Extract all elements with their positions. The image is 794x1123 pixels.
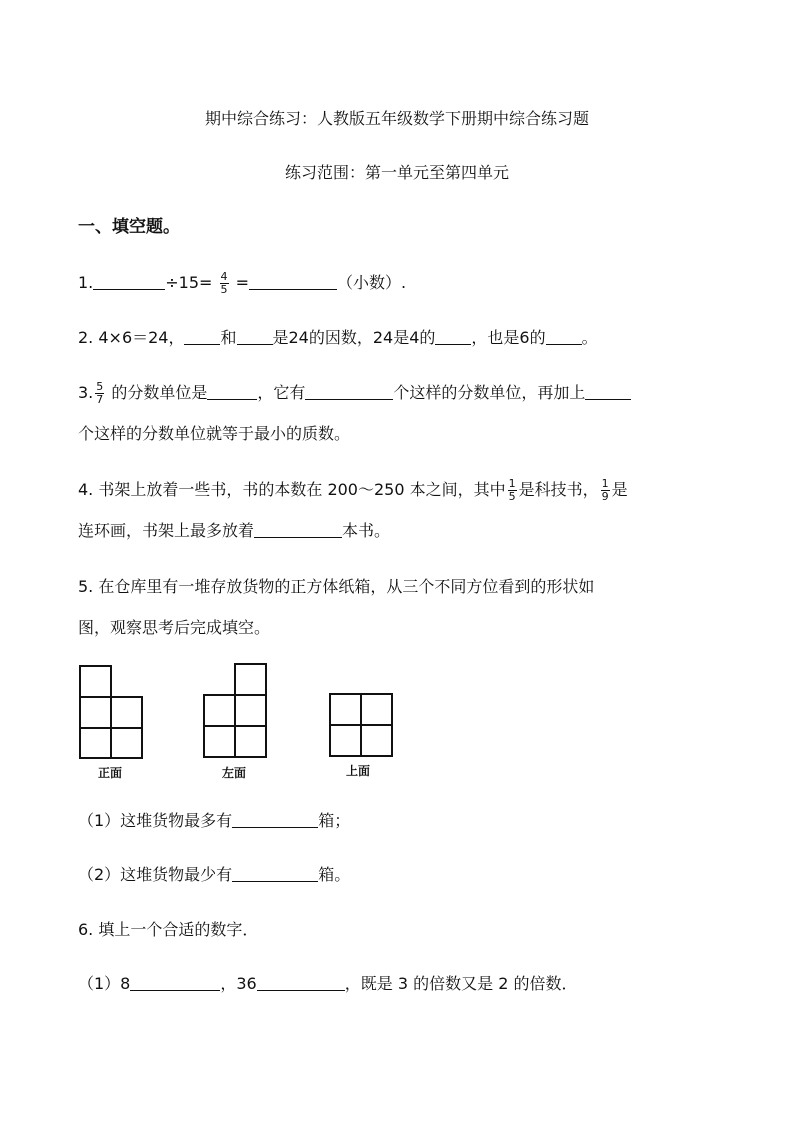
q2-text-3: 是24的因数，24是4的: [272, 328, 436, 347]
question-1: [78, 270, 734, 296]
q4-blank[interactable]: [254, 519, 342, 538]
q4-fraction-2: $\frac{1}{9}$: [601, 477, 609, 503]
q3-text-3: 个这样的分数单位，再加上: [393, 383, 586, 402]
question-5: 5. 在仓库里有一堆存放货物的正方体纸箱，从三个不同方位看到的形状如: [78, 577, 595, 596]
q1-suffix: （小数）.: [337, 273, 407, 292]
q3-blank-2[interactable]: [305, 381, 393, 400]
question-4: [78, 477, 734, 503]
q4-text-4: 连环画，书架上最多放着: [78, 521, 255, 540]
q5-line-2: 图，观察思考后完成填空。: [78, 618, 271, 637]
q3-line-2: 个这样的分数单位就等于最小的质数。: [78, 424, 351, 443]
question-2: [78, 325, 734, 351]
q1-equals: =: [235, 273, 250, 292]
q4-text-5: 本书。: [342, 521, 391, 540]
q5-sub-2-suffix: 箱。: [318, 865, 351, 884]
page-subtitle: 练习范围：第一单元至第四单元: [284, 163, 509, 182]
q3-blank-3[interactable]: [585, 381, 631, 400]
q5-sub-1-blank[interactable]: [232, 809, 318, 828]
q3-fraction: $\frac{5}{7}$: [96, 380, 104, 406]
q2-text-4: ，也是6的: [471, 328, 546, 347]
q1-blank-1[interactable]: [93, 271, 165, 290]
q4-fraction-1: $\frac{1}{5}$: [508, 477, 516, 503]
top-view-figure: [328, 692, 394, 758]
q2-blank-4[interactable]: [546, 326, 582, 345]
question-6: 6. 填上一个合适的数字．: [78, 920, 259, 939]
q2-text-1: 2. 4×6＝24，: [78, 328, 185, 347]
q5-sub-2: [78, 862, 734, 888]
q5-sub-1-text: （1）这堆货物最多有: [78, 811, 233, 830]
q4-line-2: [78, 518, 734, 544]
q4-text-2: 是科技书，: [518, 480, 599, 499]
q1-blank-2[interactable]: [249, 271, 337, 290]
q2-blank-3[interactable]: [435, 326, 471, 345]
q2-blank-1[interactable]: [184, 326, 220, 345]
q3-text-2: ，它有: [257, 383, 306, 402]
top-view-label: 上面: [346, 764, 371, 778]
section-heading: 一、填空题。: [78, 217, 180, 237]
q2-text-2: 和: [220, 328, 237, 347]
question-3: [78, 380, 734, 406]
q4-text-3: 是: [611, 480, 628, 499]
q6-blank-2[interactable]: [257, 972, 345, 991]
q6-text-3: ，既是 3 的倍数又是 2 的倍数．: [344, 974, 578, 993]
q6-text-1: （1）8: [78, 974, 131, 993]
q2-text-5: 。: [581, 328, 598, 347]
q4-text-1: 4. 书架上放着一些书，书的本数在 200～250 本之间，其中: [78, 480, 506, 499]
q1-number: 1.: [78, 273, 94, 292]
q3-number: 3.: [78, 383, 94, 402]
q6-text-2: ，36: [220, 974, 257, 993]
q3-blank-1[interactable]: [207, 381, 257, 400]
q1-division: ÷15=: [165, 273, 213, 292]
q3-text-1: 的分数单位是: [111, 383, 208, 402]
front-view-figure: [78, 664, 148, 760]
q6-blank-1[interactable]: [130, 972, 220, 991]
q5-sub-2-blank[interactable]: [232, 863, 318, 882]
q5-sub-2-text: （2）这堆货物最少有: [78, 865, 233, 884]
front-view-label: 正面: [98, 766, 123, 780]
page-title: 期中综合练习：人教版五年级数学下册期中综合练习题: [204, 109, 589, 128]
left-view-figure: [202, 662, 270, 760]
q2-blank-2[interactable]: [237, 326, 273, 345]
q1-fraction: $\frac{4}{5}$: [220, 270, 228, 296]
q5-sub-1-suffix: 箱；: [318, 811, 351, 830]
q5-sub-1: [78, 808, 734, 834]
left-view-label: 左面: [222, 766, 247, 780]
q6-sub-1: [78, 971, 734, 997]
